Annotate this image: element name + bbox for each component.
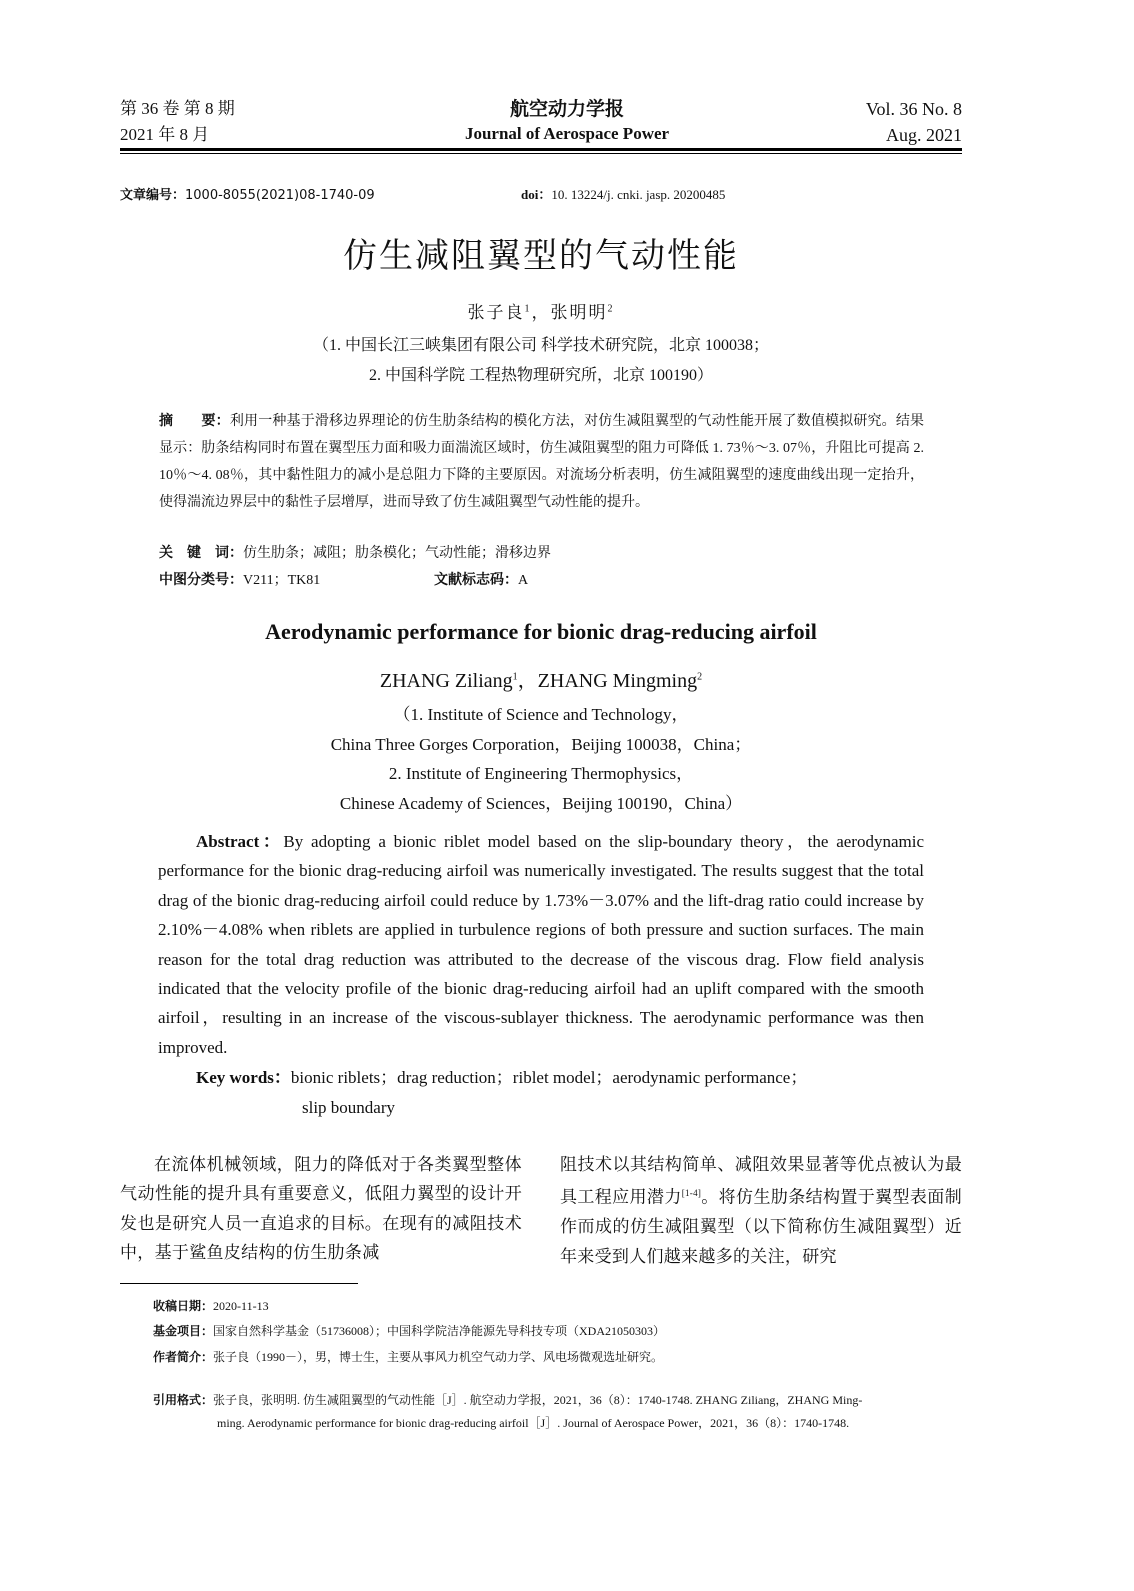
authors-en <box>120 664 962 693</box>
abstract-cn-label: 摘 要： <box>159 413 230 429</box>
citation-format <box>153 1389 963 1435</box>
affiliation-cn-1: （1. 中国长江三峡集团有限公司 科学技术研究院，北京 100038； <box>312 337 769 354</box>
author-bio <box>153 1348 663 1365</box>
date-en: Aug. 2021 <box>886 125 962 145</box>
doi-value: 10. 13224/j. cnki. jasp. 20200485 <box>551 187 726 202</box>
authors-cn <box>120 298 962 323</box>
journal-name-en: Journal of Aerospace Power <box>464 124 670 143</box>
body-right-text-b: 。将仿生肋条结构置于翼型表面制作而成的仿生减阻翼型（以下简称仿生减阻翼型）近年来受到人们越来越多的关注，研究 <box>560 1188 962 1266</box>
article-number-label: 文章编号： <box>120 188 186 203</box>
abstract-en-label: Abstract： <box>196 832 284 851</box>
citation-ref: [1-4] <box>681 1188 702 1199</box>
received-date <box>153 1297 269 1314</box>
received-label: 收稿日期： <box>153 1299 214 1313</box>
keywords-cn <box>159 542 551 562</box>
keywords-en-line1: bionic riblets；drag reduction；riblet model；aerodynamic performance； <box>290 1068 808 1087</box>
affiliation-en-3: 2. Institute of Engineering Thermophysics， <box>388 764 694 783</box>
author-1-en-sup: 1 <box>512 671 518 683</box>
affiliation-en-2: China Three Gorges Corporation，Beijing 100038，China； <box>330 735 752 754</box>
abstract-cn-text: 利用一种基于滑移边界理论的仿生肋条结构的模化方法，对仿生减阻翼型的气动性能开展了数值模拟研究。结果显示：肋条结构同时布置在翼型压力面和吸力面湍流区域时，仿生减阻翼型的阻力可降低 1. 73％～3. 07％，升阻比可提高 2. 10％～4. 08％，其中黏性阻力的减小是总阻力下降的主要原因。对流场分析表明，仿生减阻翼型的速度曲线出现一定抬升，使得湍流边界层中的黏性子层增厚，进而导致了仿生减阻翼型气动性能的提升。 <box>159 414 925 510</box>
article-number-value: 1000-8055(2021)08-1740-09 <box>185 188 375 203</box>
citation-label: 引用格式： <box>153 1393 214 1407</box>
citation-line2: ming. Aerodynamic performance for bionic drag-reducing airfoil［J］. Journal of Aerospace Power，2021，36（8）：1740-1748. <box>217 1416 850 1430</box>
keywords-en <box>196 1063 807 1123</box>
title-cn: 仿生减阻翼型的气动性能 <box>343 236 739 276</box>
fund-info <box>153 1322 665 1339</box>
keywords-cn-label: 关 键 词： <box>159 545 243 561</box>
title-en: Aerodynamic performance for bionic drag-reducing airfoil <box>265 619 817 644</box>
author-sep-en: ， <box>517 670 538 692</box>
header-rule-thin <box>120 153 962 154</box>
header-center <box>340 96 794 146</box>
header-rule-thick <box>120 148 962 151</box>
author-bio-label: 作者简介： <box>153 1350 214 1364</box>
volume-issue-cn: 第 36 卷 第 8 期 <box>120 99 235 118</box>
clc-number <box>159 569 320 589</box>
doi <box>521 184 725 203</box>
body-right-text-a: 阻技术以其结构简单、减阻效果显著等优点被认为最具工程应用潜力 <box>560 1155 962 1208</box>
affiliation-en-1: （1. Institute of Science and Technology， <box>393 705 689 724</box>
author-1-cn-sup: 1 <box>524 303 532 315</box>
abstract-en-text: By adopting a bionic riblet model based on the slip-boundary theory，the aerodynamic performance for the bionic drag-reducing airfoil was numerically investigated. The results suggest that the total drag of the bionic drag-reducing airfoil could reduce by 1.73%－3.07% and the lift-drag ratio could increase by 2.10%－4.08% when riblets are applied in turbulence regions of both pressure and suction surfaces. The main reason for the total drag reduction was attributed to the decrease of the viscous drag. Flow field analysis indicated that the velocity profile of the bionic drag-reducing airfoil had an uplift compared with the smooth airfoil，resulting in an increase of the viscous-sublayer thickness. The aerodynamic performance was then improved. <box>158 832 924 1057</box>
affiliation-cn-2: 2. 中国科学院 工程热物理研究所，北京 100190） <box>368 367 713 384</box>
received-value: 2020-11-13 <box>213 1299 269 1313</box>
header-left <box>120 96 235 148</box>
footnote-rule <box>120 1283 358 1284</box>
document-code-label: 文献标志码： <box>434 572 518 588</box>
author-sep-cn: ， <box>531 303 551 322</box>
fund-label: 基金项目： <box>153 1324 214 1338</box>
document-code <box>434 569 528 589</box>
body-column-right <box>560 1150 962 1271</box>
author-2-cn-sup: 2 <box>607 303 615 315</box>
author-1-en: ZHANG Ziliang <box>379 670 513 692</box>
author-1-cn: 张子良 <box>467 303 525 322</box>
keywords-en-label: Key words： <box>196 1068 291 1087</box>
keywords-en-line2: slip boundary <box>302 1098 396 1117</box>
date-cn: 2021 年 8 月 <box>120 125 210 144</box>
author-2-en: ZHANG Mingming <box>537 670 698 692</box>
volume-issue-en: Vol. 36 No. 8 <box>865 99 962 119</box>
keywords-cn-text: 仿生肋条；减阻；肋条模化；气动性能；滑移边界 <box>243 546 551 561</box>
citation-line1: 张子良，张明明. 仿生减阻翼型的气动性能［J］. 航空动力学报，2021，36（8）：1740-1748. ZHANG Ziliang，ZHANG Ming- <box>213 1393 863 1407</box>
journal-name-cn: 航空动力学报 <box>509 98 624 120</box>
body-column-left: 在流体机械领域，阻力的降低对于各类翼型整体气动性能的提升具有重要意义，低阻力翼型的设计开发也是研究人员一直追求的目标。在现有的减阻技术中，基于鲨鱼皮结构的仿生肋条减 <box>120 1155 522 1263</box>
clc-value: V211；TK81 <box>243 573 321 588</box>
document-code-value: A <box>518 573 529 588</box>
author-bio-value: 张子良（1990－），男，博士生，主要从事风力机空气动力学、风电场微观选址研究。 <box>213 1350 664 1364</box>
author-2-en-sup: 2 <box>697 671 703 683</box>
abstract-cn <box>159 408 924 516</box>
clc-label: 中图分类号： <box>159 572 243 588</box>
article-number <box>120 184 375 203</box>
author-2-cn: 张明明 <box>550 303 608 322</box>
fund-value: 国家自然科学基金（51736008）；中国科学院洁净能源先导科技专项（XDA21050303） <box>213 1324 666 1338</box>
abstract-en <box>158 827 924 1062</box>
header-right <box>866 96 962 148</box>
doi-label: doi： <box>521 187 552 202</box>
affiliation-en-4: Chinese Academy of Sciences，Beijing 100190，China） <box>339 794 743 813</box>
